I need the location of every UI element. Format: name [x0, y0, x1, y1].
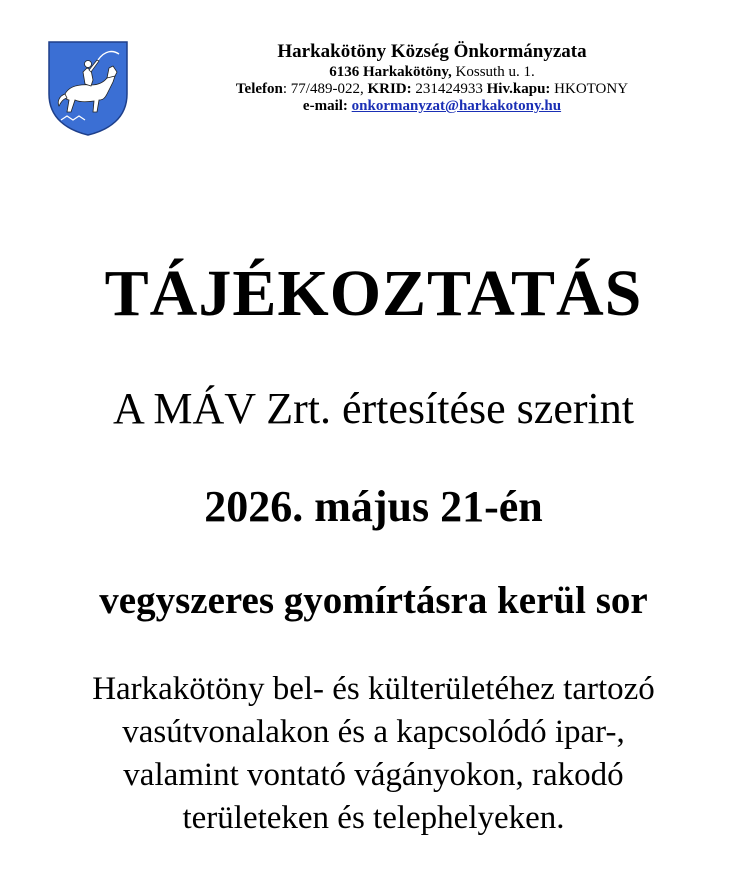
hivkapu-label: Hiv.kapu:	[486, 81, 551, 97]
notice-body	[20, 668, 727, 840]
coat-of-arms-icon	[47, 40, 129, 136]
address-line	[180, 64, 684, 81]
contact-line	[180, 81, 684, 98]
body-line: valamint vontató vágányokon, rakodó	[123, 757, 624, 793]
notice-headline: TÁJÉKOZTATÁS	[104, 257, 643, 330]
street-address: Kossuth u. 1.	[451, 64, 535, 80]
notice-event: vegyszeres gyomírtásra kerül sor	[99, 579, 648, 622]
body-line: vasútvonalakon és a kapcsolódó ipar-,	[122, 714, 625, 750]
email-label: e-mail:	[302, 98, 352, 114]
email-link[interactable]: onkormanyzat@harkakotony.hu	[351, 98, 562, 114]
hivkapu-value: HKOTONY	[550, 81, 629, 97]
postcode-city: 6136 Harkakötöny,	[329, 64, 452, 80]
phone-value: : 77/489-022,	[282, 81, 368, 97]
organization-name: Harkakötöny Község Önkormányzata	[277, 41, 587, 62]
notice-subtitle: A MÁV Zrt. értesítése szerint	[113, 384, 634, 433]
phone-label: Telefon	[235, 81, 283, 97]
krid-label: KRID:	[367, 81, 412, 97]
body-line: területeken és telephelyeken.	[182, 800, 565, 836]
notice-date: 2026. május 21-én	[204, 482, 543, 531]
letterhead	[180, 40, 684, 115]
body-line: Harkakötöny bel- és külterületéhez tartozó	[92, 671, 655, 707]
krid-value: 231424933	[411, 81, 487, 97]
email-line	[180, 98, 684, 115]
